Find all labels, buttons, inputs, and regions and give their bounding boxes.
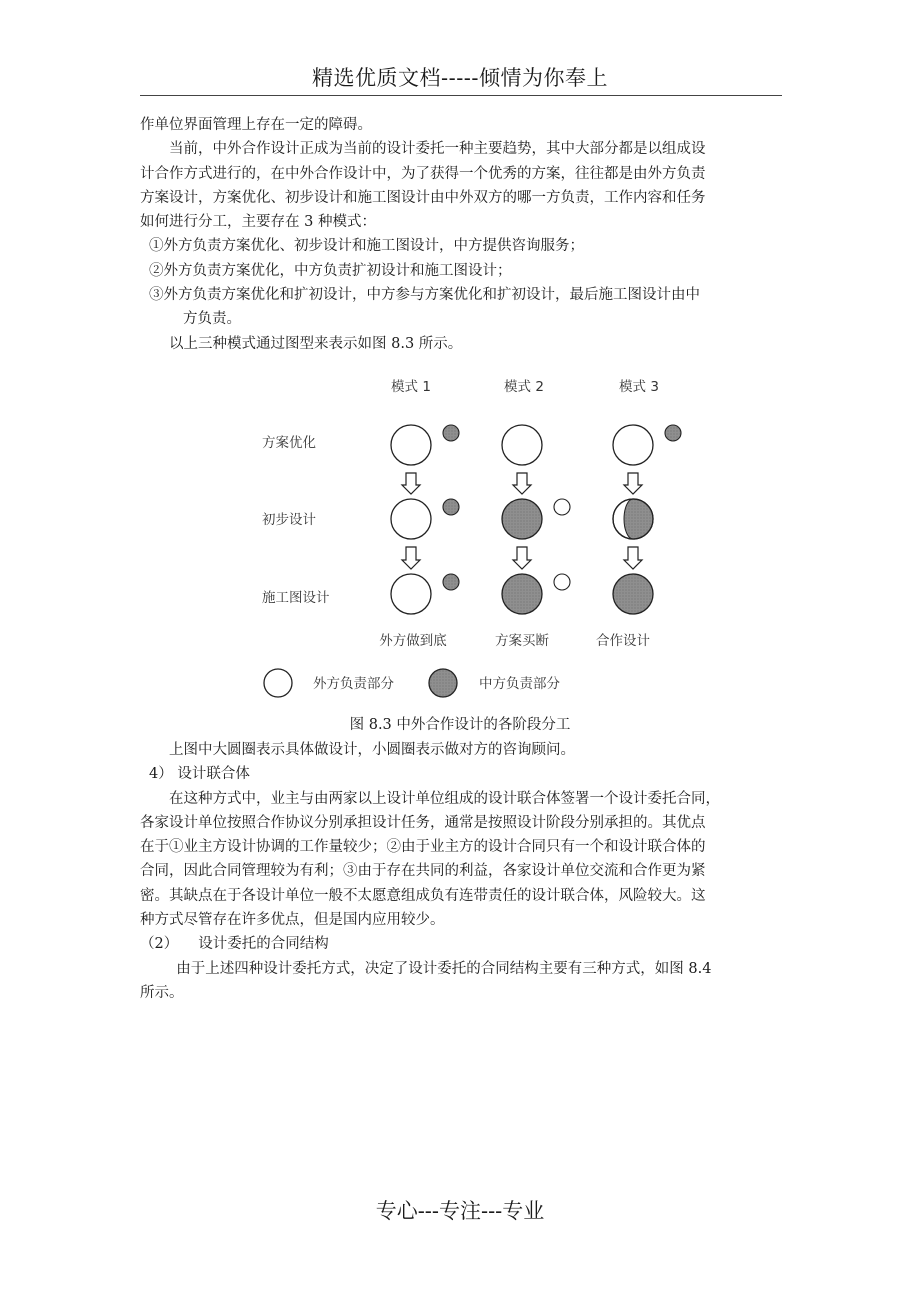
paragraph-4: 上图中大圆圈表示具体做设计，小圆圈表示做对方的咨询顾问。 [169, 742, 575, 758]
down-arrow [513, 473, 531, 494]
circles-layer [391, 425, 681, 614]
figure-8-3 [250, 370, 690, 705]
design-division-diagram [250, 370, 690, 705]
big-circle-foreign [391, 499, 431, 539]
small-circle-foreign [554, 499, 570, 515]
page-header: 精选优质文档-----倾情为你奉上 [312, 66, 608, 90]
small-circle-domestic [443, 574, 459, 590]
page-footer: 专心---专注---专业 [375, 1199, 545, 1223]
body-text-top [140, 113, 782, 356]
paragraph-2-line-3: 方案设计，方案优化、初步设计和施工图设计由中外双方的哪一方负责，工作内容和任务 [140, 189, 706, 206]
paragraph-5-line-4: 合同，因此合同管理较为有利；③由于存在共同的利益，各家设计单位交流和合作更为紧 [140, 863, 706, 880]
paragraph-6-line-2: 所示。 [140, 984, 184, 1001]
paragraph-3: 以上三种模式通过图型来表示如图 8.3 所示。 [169, 335, 463, 352]
paragraph-5-line-1: 在这种方式中，业主与由两家以上设计单位组成的设计联合体签署一个设计委托合同， [169, 790, 720, 807]
mode-list-item-2: ②外方负责方案优化，中方负责扩初设计和施工图设计； [149, 262, 512, 279]
body-text-bottom [140, 738, 782, 1005]
big-circle-foreign [613, 425, 653, 465]
down-arrow [402, 473, 420, 494]
big-circle-half-domestic [624, 499, 653, 539]
big-circle-domestic [613, 574, 653, 614]
column-header-mode-2: 模式 2 [504, 379, 544, 395]
down-arrow [402, 547, 420, 569]
paragraph-5-line-5: 密。其缺点在于各设计单位一般不太愿意组成负有连带责任的设计联合体，风险较大。这 [140, 887, 706, 904]
small-circle-domestic [443, 425, 459, 441]
section-heading-2-number: （2） [140, 936, 179, 953]
section-heading-2 [140, 932, 782, 956]
column-name-foreign-all: 外方做到底 [379, 633, 447, 649]
big-circle-domestic [502, 574, 542, 614]
section-heading-4: 4） 设计联合体 [149, 766, 250, 783]
down-arrow [624, 473, 642, 494]
mode-list-item-3-cont: 方负责。 [183, 311, 241, 328]
down-arrow [624, 547, 642, 569]
row-label-construction-drawing: 施工图设计 [262, 590, 330, 606]
paragraph-5-line-3: 在于①业主方设计协调的工作量较少；②由于业主方的设计合同只有一个和设计联合体的 [140, 839, 706, 856]
header-divider [140, 95, 782, 96]
paragraph-2-line-2: 计合作方式进行的，在中外合作设计中，为了获得一个优秀的方案，往往都是由外方负责 [140, 165, 706, 182]
paragraph-2-line-4: 如何进行分工，主要存在 3 种模式： [140, 214, 376, 231]
paragraph-2-line-1: 当前，中外合作设计正成为当前的设计委托一种主要趋势，其中大部分都是以组成设 [169, 141, 706, 158]
mode-list-item-3: ③外方负责方案优化和扩初设计，中方参与方案优化和扩初设计，最后施工图设计由中 [149, 287, 700, 304]
mode-list-item-1: ①外方负责方案优化、初步设计和施工图设计，中方提供咨询服务； [149, 238, 584, 255]
big-circle-foreign [391, 574, 431, 614]
row-label-preliminary-design: 初步设计 [262, 512, 316, 528]
paragraph-6-line-1: 由于上述四种设计委托方式，决定了设计委托的合同结构主要有三种方式，如图 8.4 [176, 960, 712, 977]
column-header-mode-3: 模式 3 [619, 379, 659, 395]
small-circle-domestic [665, 425, 681, 441]
small-circle-foreign [554, 574, 570, 590]
legend-domestic-label: 中方负责部分 [479, 676, 560, 692]
row-label-scheme-optimization: 方案优化 [262, 435, 316, 451]
small-circle-domestic [443, 499, 459, 515]
column-name-cooperation: 合作设计 [596, 633, 650, 649]
section-heading-2-text: 设计委托的合同结构 [198, 936, 329, 953]
legend-foreign-label: 外方负责部分 [313, 676, 394, 692]
down-arrow [513, 547, 531, 569]
legend-domestic-swatch [429, 669, 457, 697]
big-circle-domestic [502, 499, 542, 539]
paragraph-5-line-2: 各家设计单位按照合作协议分别承担设计任务，通常是按照设计阶段分别承担的。其优点 [140, 814, 706, 831]
paragraph-5-line-6: 种方式尽管存在许多优点，但是国内应用较少。 [140, 912, 445, 929]
big-circle-foreign [391, 425, 431, 465]
big-circle-foreign [502, 425, 542, 465]
legend-foreign-swatch [264, 669, 292, 697]
column-name-buyout: 方案买断 [495, 633, 549, 649]
column-header-mode-1: 模式 1 [391, 379, 431, 395]
paragraph-1: 作单位界面管理上存在一定的障碍。 [140, 117, 372, 133]
figure-caption: 图 8.3 中外合作设计的各阶段分工 [349, 717, 571, 733]
